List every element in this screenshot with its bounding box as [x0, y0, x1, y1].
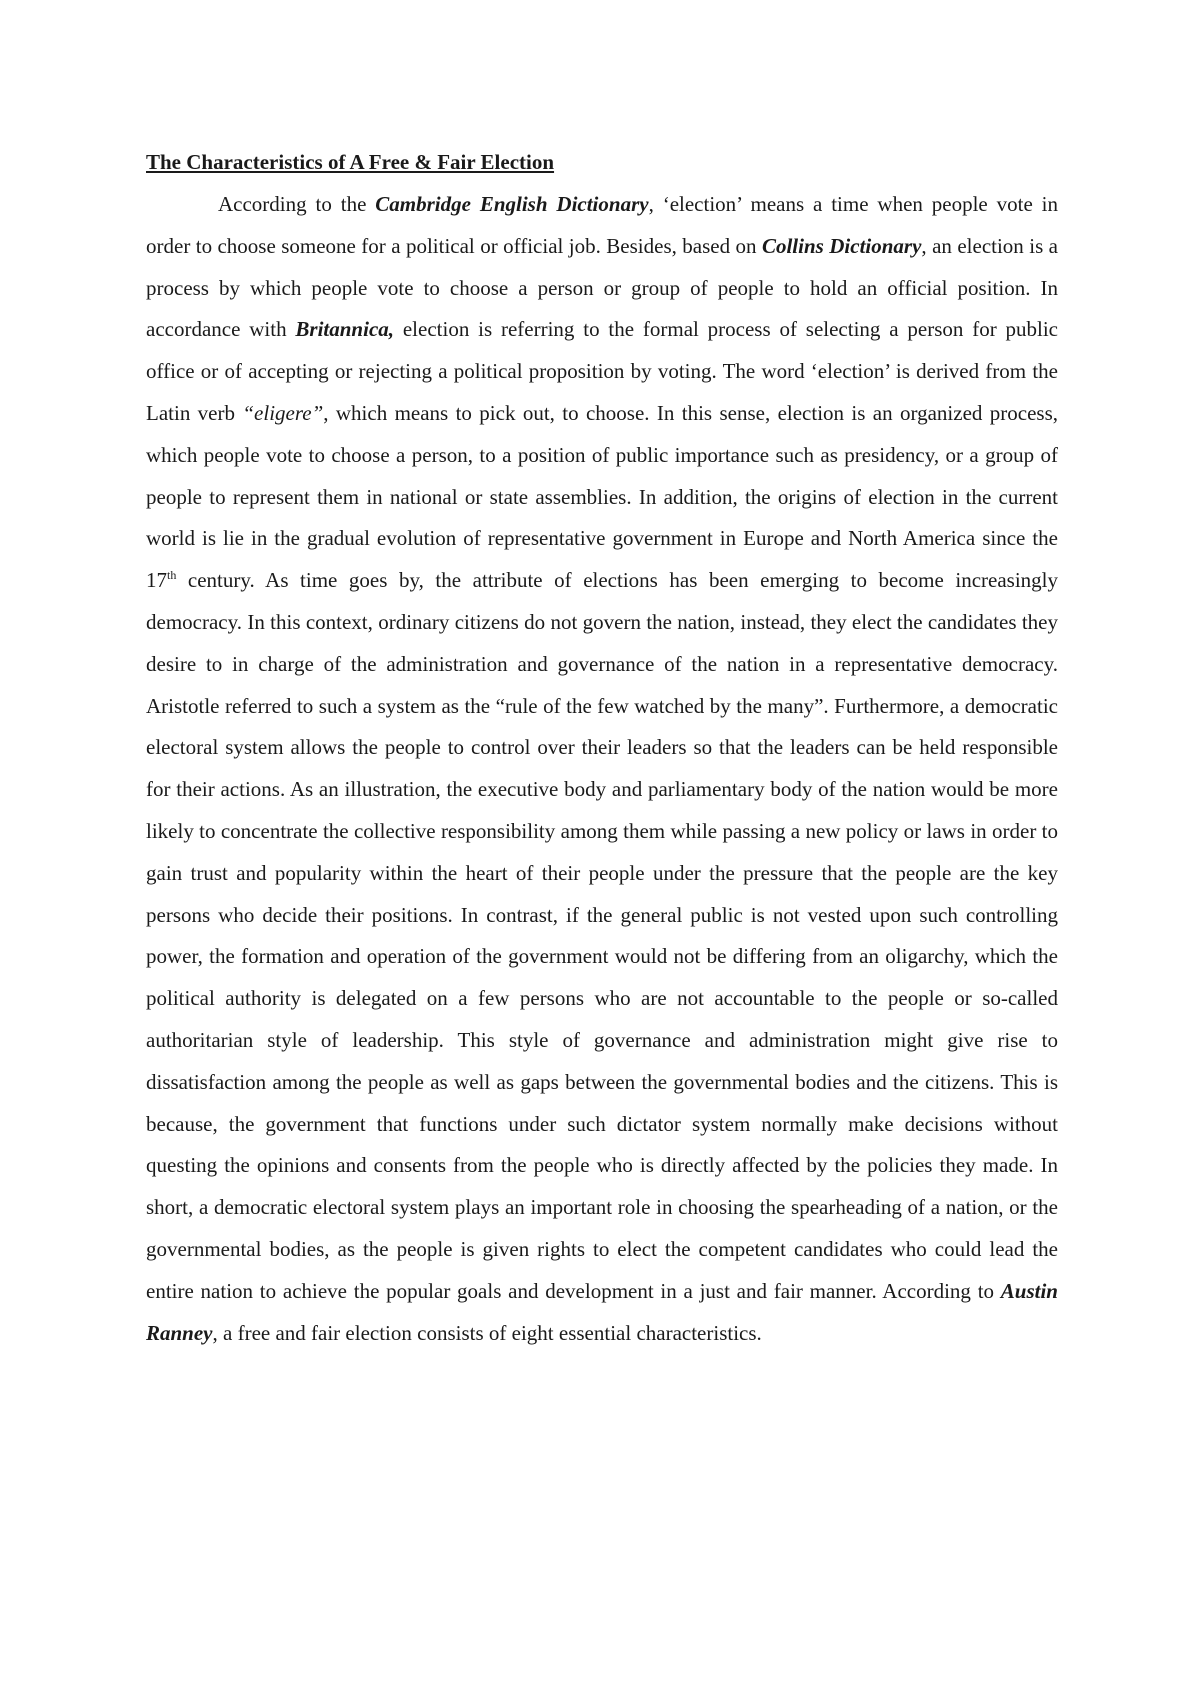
- ordinal-superscript: th: [167, 568, 177, 583]
- source-cambridge: Cambridge English Dictionary: [375, 192, 649, 216]
- text-run: According to the: [218, 192, 376, 216]
- source-collins: Collins Dictionary: [761, 233, 922, 258]
- text-run: , an election is a process by which people vote to choose a person or group of people to hold an official position. In accordance with: [146, 233, 1058, 342]
- text-run: century. As time goes by, the attribute of elections has been emerging to become increasingly democracy. In this context, ordinary citizens do not govern the nation, instead, they elect the candidates they desire to in charge of the administration and governance of the nation in a representative democracy. Aristotle referred to such a system as the “rule of the few watched by the many”. Furthermore, a democratic electoral system allows the people to control over their leaders so that the leaders can be held responsible for their actions. As an illustration, the executive body and parliamentary body of the nation would be more likely to concentrate the collective responsibility among them while passing a new policy or laws in order to gain trust and popularity within the heart of their people under the pressure that the people are the key persons who decide their positions. In contrast, if the general public is not vested upon such controlling power, the formation and operation of the government would not be differing from an oligarchy, which the political authority is delegated on a few persons who are not accountable to the people or so-called authoritarian style of leadership. This style of governance and administration might give rise to dissatisfaction among the people as well as gaps between the governmental bodies and the citizens. This is because, the government that functions under such dictator system normally make decisions without questing the opinions and consents from the people who is directly affected by the policies they made. In short, a democratic electoral system plays an important role in choosing the spearheading of a nation, or the governmental bodies, as the people is given rights to elect the competent candidates who could lead the entire nation to achieve the popular goals and development in a just and fair manner. According to: [146, 568, 1058, 1303]
- document-body: [146, 142, 1058, 1354]
- text-run: , ‘election’ means a time when people vote in order to choose someone for a political or official job. Besides, based on: [146, 192, 1059, 258]
- source-ranney: Austin Ranney: [146, 1278, 1058, 1345]
- text-run: , a free and fair election consists of eight essential characteristics.: [212, 1320, 762, 1345]
- latin-word: “eligere”: [242, 400, 324, 425]
- document-title: The Characteristics of A Free & Fair Election: [146, 150, 555, 174]
- text-run: , which means to pick out, to choose. In this sense, election is an organized process, which people vote to choose a person, to a position of public importance such as presidency, or a group of people to represent them in national or state assemblies. In addition, the origins of election in the current world is lie in the gradual evolution of representative government in Europe and North America since the 17: [146, 400, 1058, 593]
- source-britannica: Britannica,: [295, 317, 395, 342]
- text-run: election is referring to the formal process of selecting a person for public office or of accepting or rejecting a political proposition by voting. The word ‘election’ is derived from the Latin verb: [146, 317, 1058, 425]
- body-paragraph: [146, 184, 1058, 1354]
